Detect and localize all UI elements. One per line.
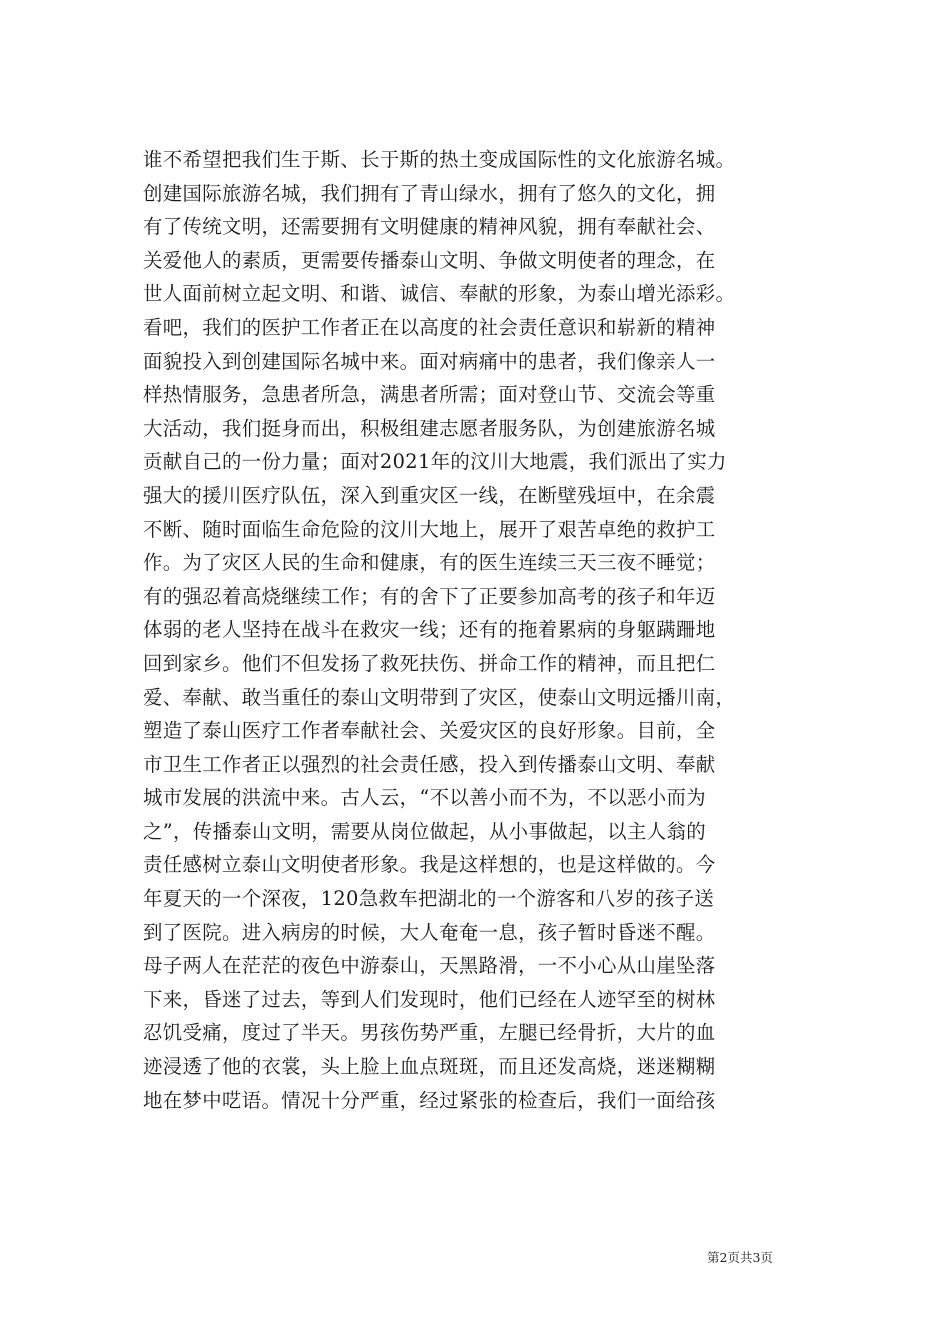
page-number: 第2页共3页 — [707, 1250, 773, 1265]
text-line: 面貌投入到创建国际名城中来。面对病痛中的患者，我们像亲人一 — [143, 349, 716, 373]
text-line: 样热情服务，急患者所急，满患者所需；面对登山节、交流会等重 — [143, 383, 716, 407]
text-line: 创建国际旅游名城，我们拥有了青山绿水，拥有了悠久的文化，拥 — [143, 181, 716, 205]
text-line: 地在梦中呓语。情况十分严重，经过紧张的检查后，我们一面给孩 — [143, 1088, 716, 1112]
text-line: 塑造了泰山医疗工作者奉献社会、关爱灾区的良好形象。目前，全 — [143, 719, 716, 743]
text-line: 关爱他人的素质，更需要传播泰山文明、争做文明使者的理念，在 — [143, 248, 716, 272]
body-text — [143, 143, 823, 1117]
text-line: 世人面前树立起文明、和谐、诚信、奉献的形象，为泰山增光添彩。 — [143, 282, 736, 306]
text-line: 之”，传播泰山文明，需要从岗位做起，从小事做起，以主人翁的 — [143, 819, 706, 843]
text-line: 忍饥受痛，度过了半天。男孩伤势严重，左腿已经骨折，大片的血 — [143, 1021, 716, 1045]
text-line: 有了传统文明，还需要拥有文明健康的精神风貌，拥有奉献社会、 — [143, 215, 716, 239]
text-line: 下来，昏迷了过去，等到人们发现时，他们已经在人迹罕至的树林 — [143, 987, 716, 1011]
text-line: 爱、奉献、敢当重任的泰山文明带到了灾区，使泰山文明远播川南， — [143, 685, 736, 709]
text-line: 迹浸透了他的衣裳，头上脸上血点斑斑，而且还发高烧，迷迷糊糊 — [143, 1055, 716, 1079]
text-line: 责任感树立泰山文明使者形象。我是这样想的，也是这样做的。今 — [143, 853, 716, 877]
text-line: 看吧，我们的医护工作者正在以高度的社会责任意识和崭新的精神 — [143, 315, 716, 339]
text-line: 有的强忍着高烧继续工作；有的舍下了正要参加高考的孩子和年迈 — [143, 584, 716, 608]
text-line: 作。为了灾区人民的生命和健康，有的医生连续三天三夜不睡觉； — [143, 551, 716, 575]
text-line: 大活动，我们挺身而出，积极组建志愿者服务队，为创建旅游名城 — [143, 416, 716, 440]
text-line: 城市发展的洪流中来。古人云，“不以善小而不为，不以恶小而为 — [143, 786, 706, 810]
text-line: 到了医院。进入病房的时候，大人奄奄一息，孩子暂时昏迷不醒。 — [143, 920, 716, 944]
text-line: 市卫生工作者正以强烈的社会责任感，投入到传播泰山文明、奉献 — [143, 752, 716, 776]
text-line: 回到家乡。他们不但发扬了救死扶伤、拼命工作的精神，而且把仁 — [143, 651, 716, 675]
text-line: 贡献自己的一份力量；面对2021年的汶川大地震，我们派出了实力 — [143, 450, 727, 474]
text-line: 年夏天的一个深夜，120急救车把湖北的一个游客和八岁的孩子送 — [143, 887, 715, 911]
text-line: 不断、随时面临生命危险的汶川大地上，展开了艰苦卓绝的救护工 — [143, 517, 716, 541]
text-line: 母子两人在茫茫的夜色中游泰山，天黑路滑，一不小心从山崖坠落 — [143, 954, 716, 978]
text-line: 体弱的老人坚持在战斗在救灾一线；还有的拖着累病的身躯蹒跚地 — [143, 618, 716, 642]
text-line: 强大的援川医疗队伍，深入到重灾区一线，在断壁残垣中，在余震 — [143, 483, 716, 507]
text-line: 谁不希望把我们生于斯、长于斯的热土变成国际性的文化旅游名城。 — [143, 148, 736, 171]
